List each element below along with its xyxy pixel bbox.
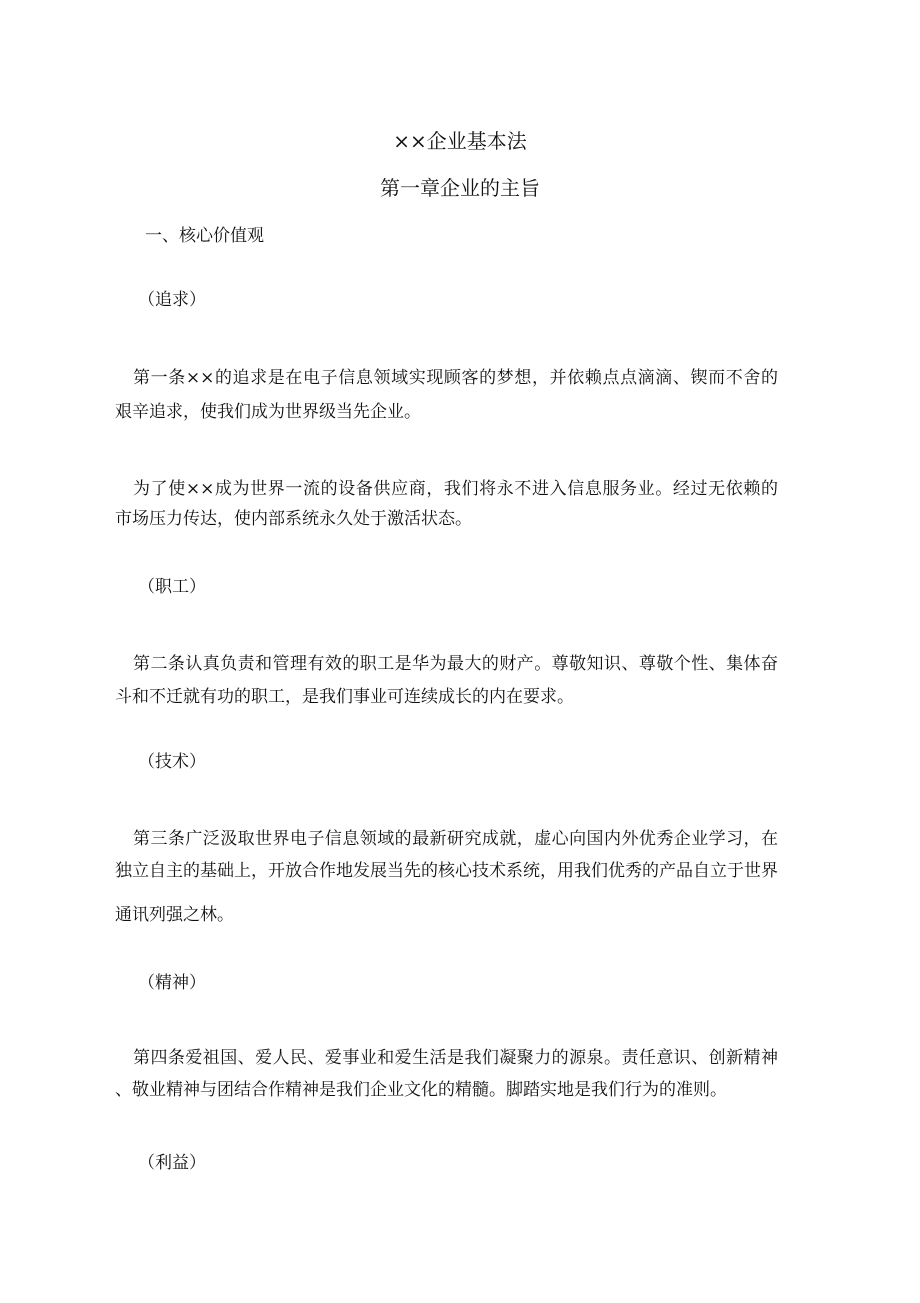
chapter-heading: 第一章企业的主旨: [380, 176, 540, 200]
paragraph-line: 艰辛追求，使我们成为世界级当先企业。: [115, 402, 421, 422]
paragraph-line: 第一条××的追求是在电子信息领域实现顾客的梦想，并依赖点点滴滴、锲而不舍的: [133, 368, 778, 388]
paragraph-line: 第三条广泛汲取世界电子信息领域的最新研究成就，虚心向国内外优秀企业学习，在: [133, 829, 778, 849]
subsection-heading: （职工）: [138, 577, 206, 597]
paragraph-line: 第四条爱祖国、爱人民、爱事业和爱生活是我们凝聚力的源泉。责任意识、创新精神: [133, 1048, 778, 1068]
subsection-heading: （精神）: [138, 973, 206, 993]
paragraph-line: 、敬业精神与团结合作精神是我们企业文化的精髓。脚踏实地是我们行为的准则。: [115, 1080, 727, 1100]
subsection-heading: （利益）: [138, 1153, 206, 1173]
document-title: ××企业基本法: [393, 129, 527, 153]
paragraph-line: 通讯列强之林。: [115, 905, 234, 925]
paragraph-line: 独立自主的基础上，开放合作地发展当先的核心技术系统，用我们优秀的产品自立于世界: [115, 861, 778, 881]
subsection-heading: （追求）: [138, 290, 206, 310]
paragraph-line: 斗和不迁就有功的职工，是我们事业可连续成长的内在要求。: [115, 687, 574, 707]
subsection-heading: （技术）: [138, 752, 206, 772]
paragraph-line: 市场压力传达，使内部系统永久处于激活状态。: [115, 509, 472, 529]
section-heading: 一、核心价值观: [145, 226, 264, 246]
paragraph-line: 为了使××成为世界一流的设备供应商，我们将永不进入信息服务业。经过无依赖的: [133, 479, 778, 499]
paragraph-line: 第二条认真负责和管理有效的职工是华为最大的财产。尊敬知识、尊敬个性、集体奋: [133, 654, 778, 674]
